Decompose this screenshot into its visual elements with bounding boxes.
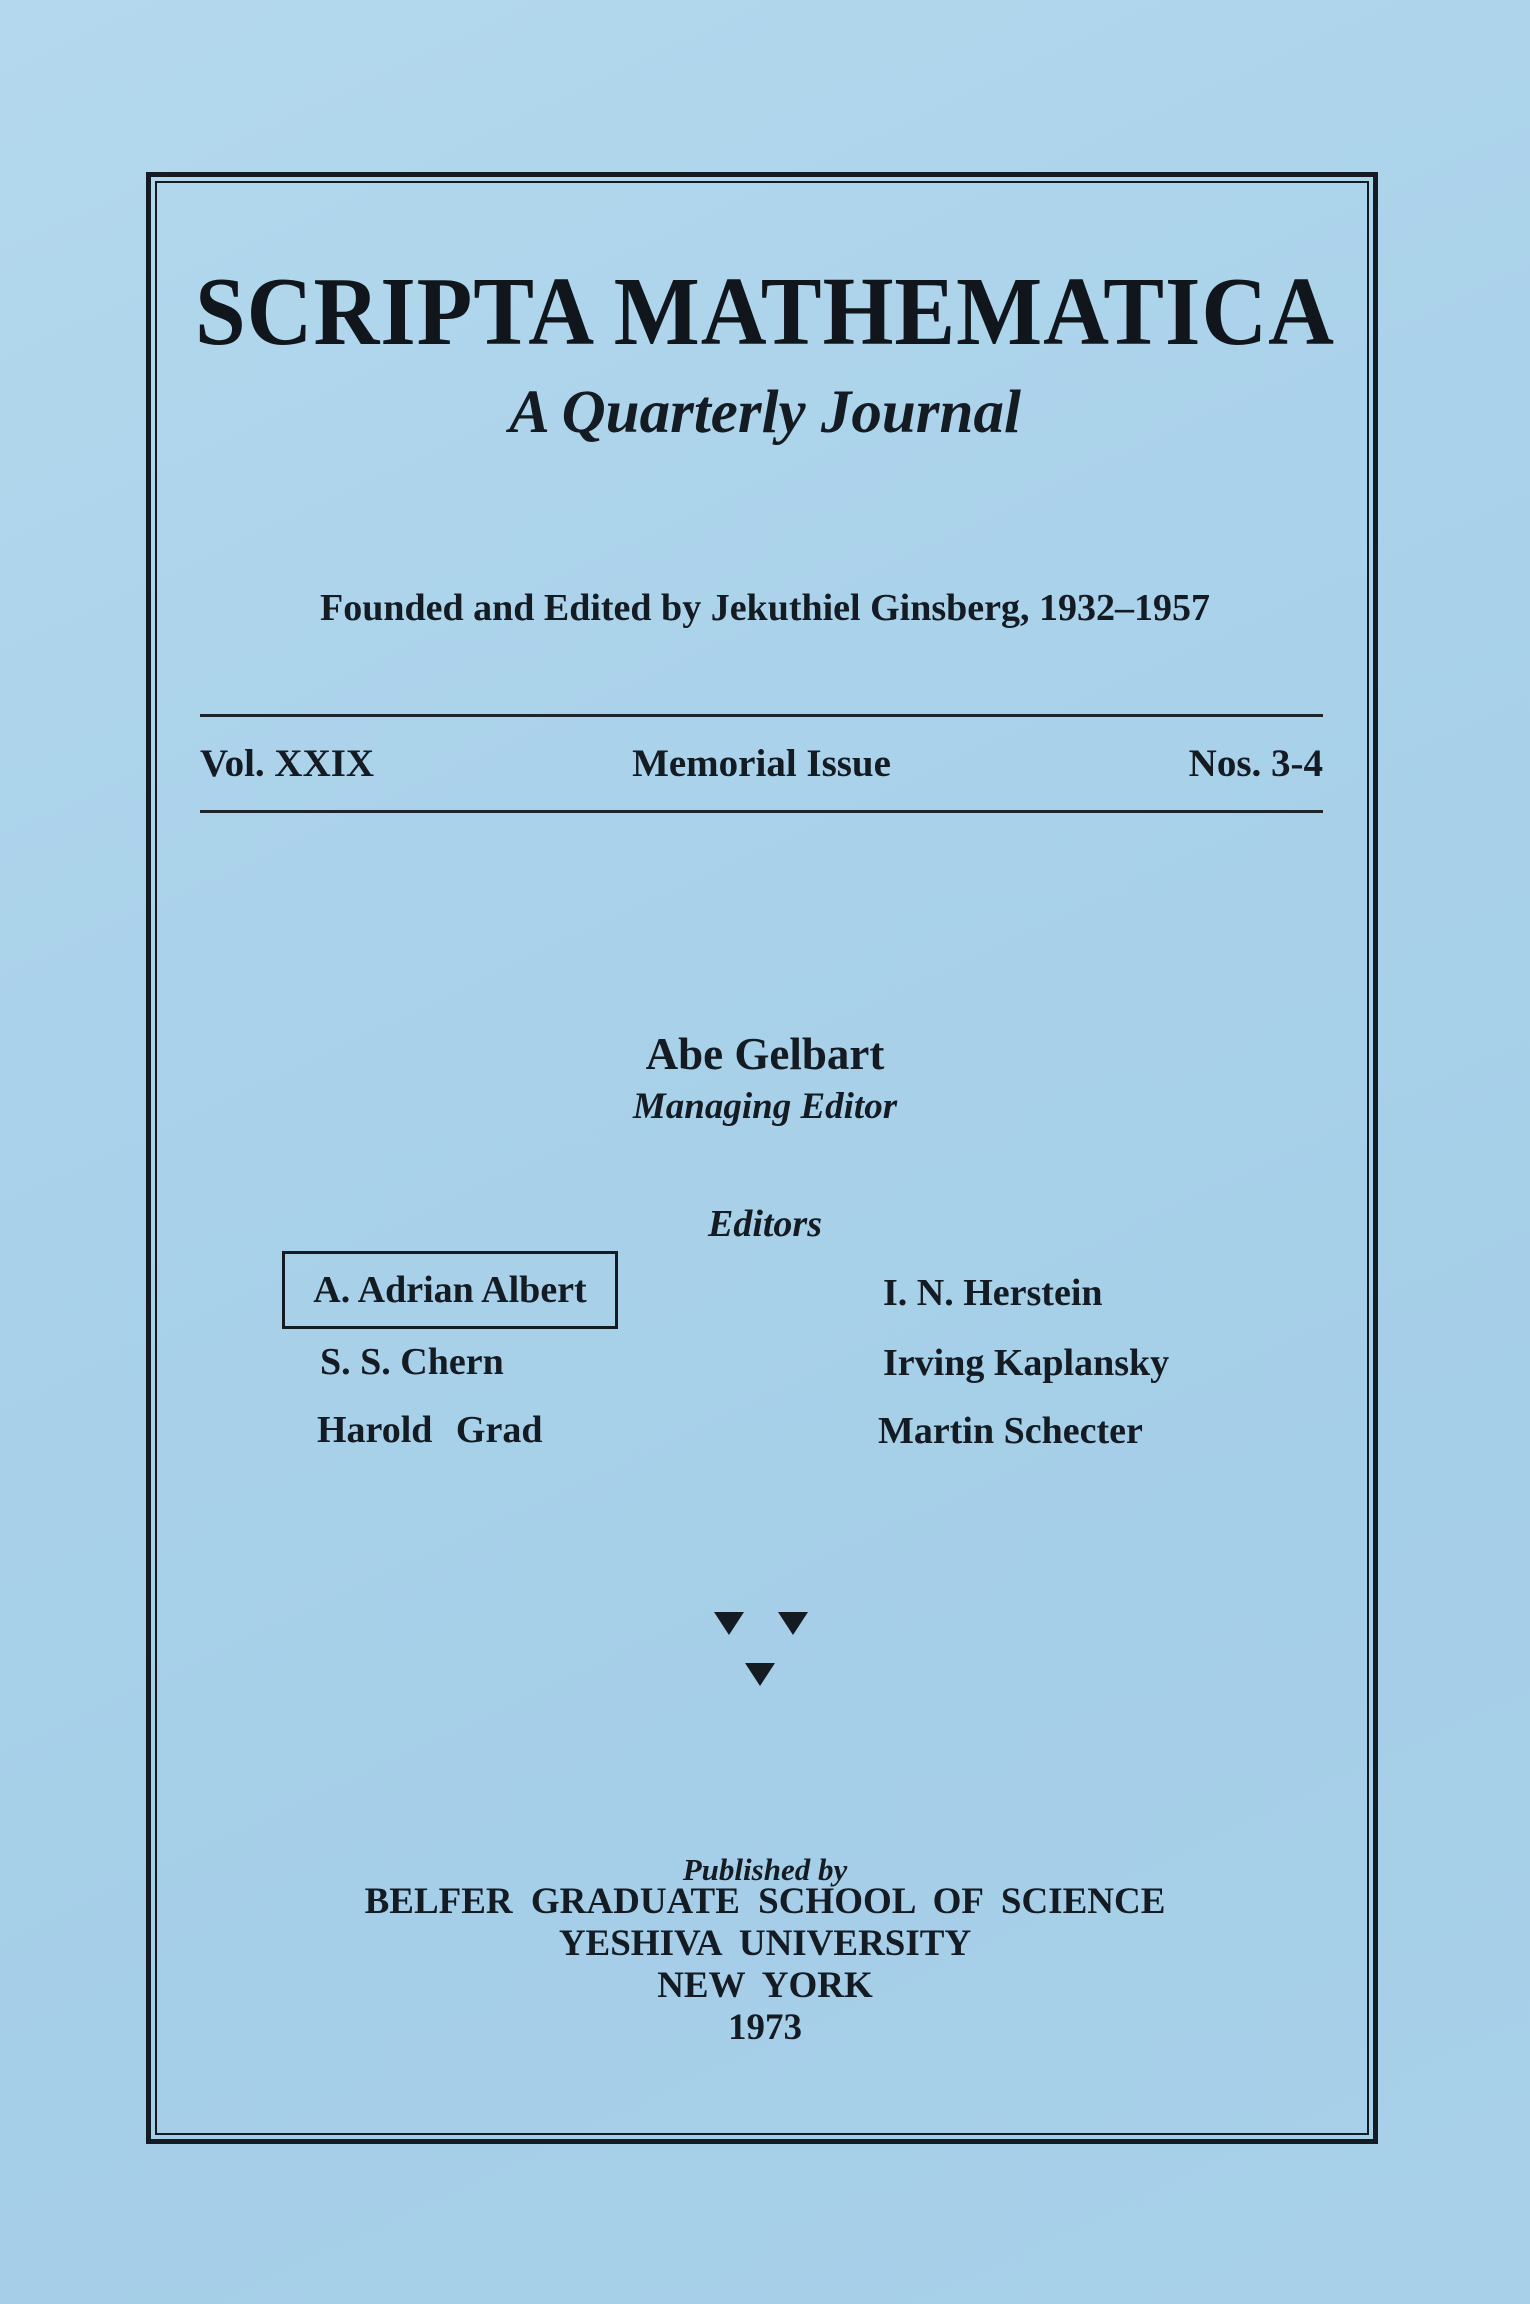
year-label: 1973: [728, 2007, 802, 2048]
editor-name-schecter: Martin Schecter: [878, 1410, 1143, 1452]
managing-editor-name: Abe Gelbart: [645, 1029, 885, 1079]
editors-heading: Editors: [707, 1203, 823, 1245]
editor-name-chern: S. S. Chern: [320, 1341, 504, 1383]
cover-border-frame: [146, 172, 1378, 2144]
triangle-down-icon: [778, 1612, 808, 1635]
editor-name-albert: A. Adrian Albert: [313, 1269, 587, 1311]
issue-title: Memorial Issue: [632, 742, 891, 785]
triangle-down-icon: [714, 1612, 744, 1635]
journal-title: SCRIPTA MATHEMATICA: [195, 258, 1335, 365]
publisher-name: BELFER GRADUATE SCHOOL OF SCIENCE: [364, 1881, 1166, 1922]
editor-name-grad: Harold Grad: [317, 1409, 543, 1451]
issue-bar: [200, 714, 1323, 813]
triangle-down-icon: [745, 1663, 775, 1686]
issue-numbers: Nos. 3-4: [1188, 742, 1323, 785]
founded-line: Founded and Edited by Jekuthiel Ginsberg, 1932–1957: [319, 587, 1210, 629]
editor-name-kaplansky: Irving Kaplansky: [883, 1342, 1170, 1384]
memorial-box-albert: [282, 1251, 618, 1329]
university-name: YESHIVA UNIVERSITY: [558, 1923, 972, 1964]
journal-subtitle: A Quarterly Journal: [509, 379, 1021, 446]
managing-editor-role: Managing Editor: [632, 1086, 898, 1127]
editor-name-herstein: I. N. Herstein: [883, 1272, 1103, 1314]
published-by-line: Published by: [682, 1852, 848, 1887]
volume-label: Vol. XXIX: [200, 742, 375, 785]
city-name: NEW YORK: [657, 1965, 873, 2006]
cover-border-inner-rule: [155, 181, 1369, 2135]
